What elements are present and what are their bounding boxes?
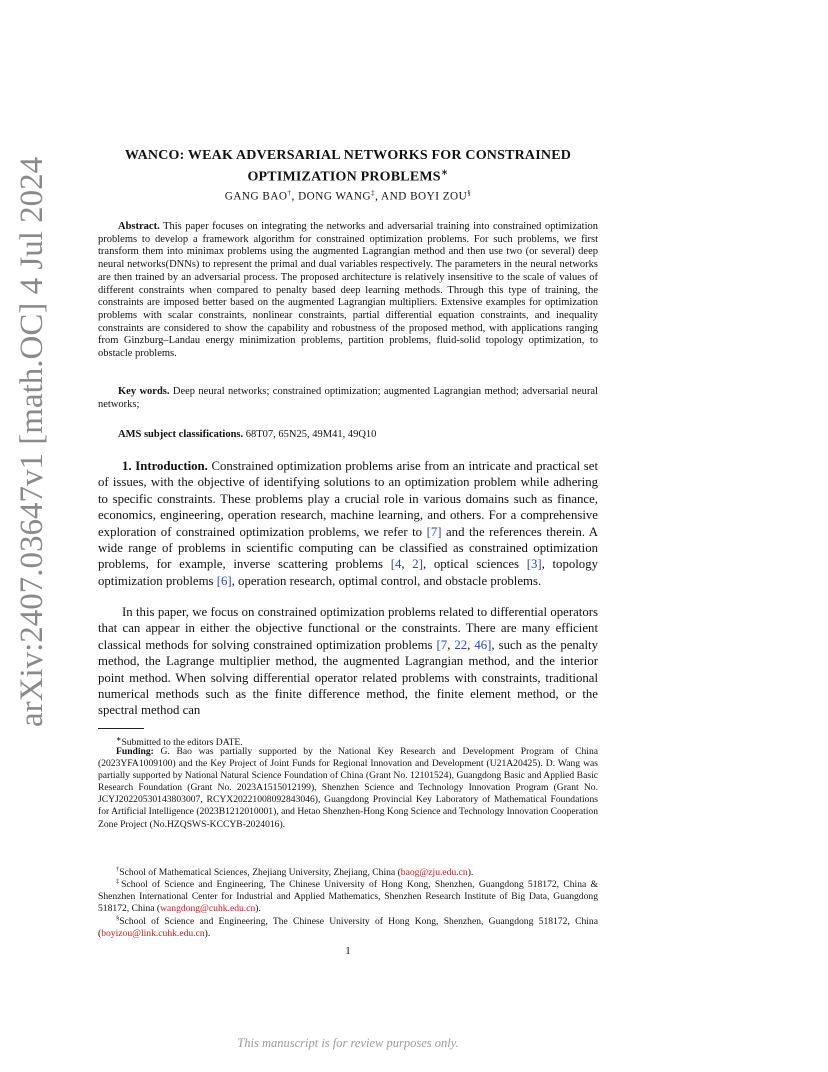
footnote-text: School of Science and Engineering, The Chinese University of Hong Kong, Shenzhen, Guangdong 518172, China & Shenzhen International Center for Industrial and Applied Mathematics, Shenzhen Research Institute of Big Data, Guangdong 518172, China (: [98, 879, 598, 915]
footnote-funding: [98, 746, 598, 831]
citation-link[interactable]: [7]: [426, 524, 442, 539]
email-link[interactable]: boyizou@link.cuhk.edu.cn: [101, 928, 205, 940]
citation-link[interactable]: 2]: [412, 557, 423, 572]
intro-paragraph-1: [98, 458, 598, 589]
footnote-text: Submitted to the editors DATE.: [121, 737, 243, 749]
keywords: [98, 386, 598, 411]
author-name: , DONG WANG: [291, 190, 372, 203]
author-list: [98, 189, 598, 203]
paragraph-text: ,: [447, 637, 455, 652]
footnote-mark: §: [116, 915, 120, 922]
review-notice: This manuscript is for review purposes only.: [237, 1036, 459, 1050]
ams-label: AMS subject classifications.: [118, 429, 244, 440]
footnote-affiliation-2: [98, 876, 598, 915]
footnote-text: ).: [204, 928, 211, 940]
keywords-text: Deep neural networks; constrained optimization; augmented Lagrangian method; adversarial neural networks;: [98, 386, 599, 410]
citation-link[interactable]: 46]: [474, 637, 492, 652]
keywords-label: Key words.: [118, 386, 170, 397]
paragraph-text: , optical sciences: [422, 557, 527, 572]
citation-link[interactable]: [6]: [216, 573, 232, 588]
footnote-text: School of Mathematical Sciences, Zhejiang University, Zhejiang, China (: [119, 867, 401, 879]
author-mark: ‡: [371, 189, 376, 197]
paragraph-text: Constrained optimization problems arise from an intricate and practical set of issues, with the objective of identifying solutions to an optimization problem while adhering to specific constraints. These problems play a crucial role in various domains such as finance, economics, engineering, operation research, machine learning, and others. For a comprehensive exploration of constrained optimization problems, we refer to: [98, 459, 598, 539]
ams-classifications: [118, 429, 598, 442]
abstract-text: This paper focuses on integrating the networks and adversarial training into constrained optimization problems to develop a framework algorithm for constrained optimization problems. For such problems, we first transform them into minimax problems using the augmented Lagrangian method and then use two (or several) deep neural networks(DNNs) to represent the primal and dual variables respectively. The parameters in the neural networks are then trained by an adversarial process. The proposed architecture is relatively insensitive to the scale of values of different constraints when compared to penalty based deep learning methods. Through this type of training, the constraints are imposed better based on the augmented Lagrangian multipliers. Extensive examples for optimization problems with scalar constraints, nonlinear constraints, partial differential equation constraints, and inequality constraints are considered to show the capability and robustness of the proposed method, with applications ranging from Ginzburg–Landau energy minimization problems, partition problems, fluid-solid topology optimization, to obstacle problems.: [98, 221, 599, 360]
author-name: , AND BOYI ZOU: [375, 190, 468, 203]
paragraph-text: , such as the penalty method, the Lagrange multiplier method, the augmented Lagrangian method, and the interior point method. When solving differential operator related problems with constraints, traditional numerical methods such as the finite difference method, the finite element method, or the spectral method can: [98, 637, 598, 718]
email-link[interactable]: wangdong@cuhk.edu.cn: [160, 903, 256, 915]
footnote-mark: ∗: [116, 736, 122, 743]
intro-paragraph-2: [98, 604, 598, 719]
author-mark: §: [467, 189, 472, 197]
paragraph-text: ,: [401, 557, 413, 572]
paragraph-text: , topology optimization problems: [98, 557, 598, 588]
citation-link[interactable]: 22: [454, 637, 468, 652]
paragraph-text: , operation research, optimal control, and obstacle problems.: [231, 573, 542, 588]
footnote-divider: [98, 728, 144, 729]
page-number: 1: [345, 945, 351, 957]
ams-text: 68T07, 65N25, 49M41, 49Q10: [245, 429, 377, 440]
citation-link[interactable]: [4: [390, 557, 402, 572]
title-text: WANCO: WEAK ADVERSARIAL NETWORKS FOR CONSTRAINED OPTIMIZATION PROBLEMS: [124, 148, 572, 185]
author-mark: †: [287, 189, 292, 197]
paragraph-text: ,: [467, 637, 475, 652]
citation-link[interactable]: [7: [436, 637, 448, 652]
paper-title: [98, 148, 598, 186]
abstract-label: Abstract.: [118, 221, 160, 232]
footnote-affiliation-3: [98, 913, 598, 940]
section-heading: 1. Introduction.: [122, 459, 208, 473]
paragraph-text: In this paper, we focus on constrained optimization problems related to differential operators that can appear in either the objective functional or the constraints. There are many efficient classical methods for solving constrained optimization problems: [98, 605, 598, 652]
footnote-mark: †: [116, 866, 120, 873]
footnote-mark: ‡: [116, 878, 122, 885]
citation-link[interactable]: [3]: [526, 557, 542, 572]
arxiv-identifier: arXiv:2407.03647v1 [math.OC] 4 Jul 2024: [14, 156, 50, 727]
author-name: GANG BAO: [224, 190, 288, 203]
title-footnote-mark: ∗: [440, 167, 449, 177]
funding-label: Funding:: [116, 746, 154, 757]
abstract: [98, 221, 598, 361]
footnote-text: ).: [467, 867, 474, 879]
footnote-text: ).: [255, 903, 261, 915]
footnote-text: G. Bao was partially supported by the National Key Research and Development Program of China (2023YFA1009100) and the Key Project of Joint Funds for Regional Innovation and Development (U21A20425). D. Wang was partially supported by National Natural Science Foundation of China (Grant No. 12101524), Guangdong Basic and Applied Basic Research Foundation (Grant No. 2023A1515012199), Shenzhen Science and Technology Innovation Program (Grant No. JCYJ20220530143803007, RCYX20221008092843046), Guangdong Provincial Key Laboratory of Mathematical Foundations for Artificial Intelligence (2023B1212010001), and Hetao Shenzhen-Hong Kong Science and Technology Innovation Cooperation Zone Project (No.HZQSWS-KCCYB-2024016).: [98, 746, 598, 830]
email-link[interactable]: baog@zju.edu.cn: [400, 867, 468, 879]
paragraph-text: and the references therein. A wide range of problems in scientific computing can be classified as constrained optimization problems, for example, inverse scattering problems: [98, 524, 598, 572]
footnote-text: School of Science and Engineering, The Chinese University of Hong Kong, Shenzhen, Guangdong 518172, China (: [98, 916, 598, 940]
